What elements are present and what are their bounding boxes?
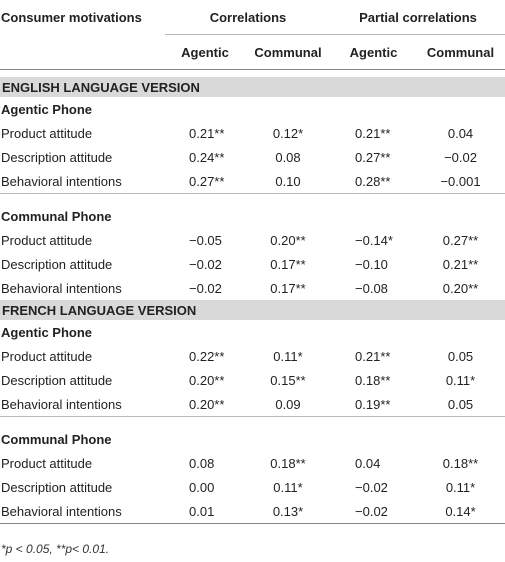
footnote: *p < 0.05, **p< 0.01. (1, 542, 110, 556)
section-row (0, 300, 505, 320)
value-cell: −0.05 (189, 232, 222, 248)
value-cell: 0.21** (355, 348, 391, 364)
value-cell: 0.12* (272, 125, 304, 141)
value-cell: 0.27** (442, 232, 479, 248)
group-row (0, 417, 505, 452)
value-cell: 0.09 (245, 392, 331, 417)
value-cell: −0.14* (355, 232, 393, 248)
value-cell: 0.21** (355, 125, 391, 141)
value-cell: 0.18** (355, 372, 391, 388)
table-row (0, 475, 505, 499)
value-cell: −0.02 (331, 499, 416, 524)
value-cell: 0.27** (165, 169, 245, 194)
row-label: Description attitude (1, 256, 113, 272)
group-row (0, 320, 505, 344)
header-row-groups (0, 0, 505, 35)
value-cell: 0.20** (165, 392, 245, 417)
value-cell: 0.18** (442, 455, 479, 471)
value-cell: 0.20** (189, 372, 225, 388)
value-cell: −0.10 (355, 256, 388, 272)
row-label: Behavioral intentions (1, 280, 122, 296)
group-row (0, 97, 505, 121)
group-header-partial: Partial correlations (331, 0, 505, 35)
sub-header-communal-partial: Communal (416, 35, 505, 70)
value-cell: 0.10 (245, 169, 331, 194)
sub-header-agentic: Agentic (165, 35, 245, 70)
value-cell: 0.17** (270, 256, 306, 272)
section-title: ENGLISH LANGUAGE VERSION (0, 77, 505, 97)
value-cell: 0.04 (447, 125, 474, 141)
value-cell: 0.11* (445, 372, 476, 388)
value-cell: −0.001 (416, 169, 505, 194)
value-cell: 0.11* (273, 479, 303, 495)
table-row (0, 145, 505, 169)
sub-header-agentic-partial: Agentic (331, 35, 416, 70)
value-cell: 0.11* (273, 348, 303, 364)
table-row (0, 392, 505, 417)
table-row (0, 252, 505, 276)
header-row-sub (0, 35, 505, 70)
group-header-correlations: Correlations (165, 0, 331, 35)
value-cell: −0.02 (189, 280, 222, 296)
table-row (0, 368, 505, 392)
value-cell: 0.01 (165, 499, 245, 524)
group-title: Communal Phone (1, 209, 112, 224)
col-label-header: Consumer motivations (1, 9, 142, 25)
value-cell: 0.13* (245, 499, 331, 524)
row-label: Description attitude (1, 149, 113, 165)
value-cell: 0.04 (355, 455, 381, 471)
row-label: Product attitude (1, 348, 93, 364)
value-cell: 0.27** (355, 149, 391, 165)
value-cell: 0.28** (331, 169, 416, 194)
value-cell: 0.20** (442, 280, 479, 296)
value-cell: −0.02 (355, 479, 388, 495)
row-label: Product attitude (1, 455, 93, 471)
value-cell: −0.02 (189, 256, 222, 272)
value-cell: 0.21** (442, 256, 479, 272)
value-cell: 0.24** (189, 149, 225, 165)
value-cell: 0.08 (189, 455, 215, 471)
value-cell: 0.17** (270, 280, 306, 296)
table-row (0, 344, 505, 368)
value-cell: 0.21** (189, 125, 225, 141)
value-cell: 0.05 (416, 392, 505, 417)
group-title: Agentic Phone (1, 101, 93, 117)
value-cell: 0.14* (416, 499, 505, 524)
value-cell: 0.05 (447, 348, 474, 364)
table-row (0, 121, 505, 145)
table-row (0, 451, 505, 475)
value-cell: 0.18** (270, 455, 306, 471)
value-cell: 0.15** (270, 372, 306, 388)
table-row (0, 169, 505, 194)
row-label: Behavioral intentions (0, 169, 165, 194)
section-title: FRENCH LANGUAGE VERSION (0, 300, 505, 320)
table-row (0, 228, 505, 252)
row-label: Description attitude (1, 479, 113, 495)
row-label: Product attitude (1, 232, 93, 248)
value-cell: 0.08 (275, 149, 301, 165)
value-cell: −0.08 (355, 280, 388, 296)
group-row (0, 194, 505, 229)
table-body (0, 70, 505, 524)
section-row (0, 77, 505, 97)
value-cell: −0.02 (444, 149, 477, 165)
row-label: Product attitude (1, 125, 93, 141)
row-label: Behavioral intentions (0, 392, 165, 417)
sub-header-communal: Communal (245, 35, 331, 70)
value-cell: 0.19** (331, 392, 416, 417)
group-title: Communal Phone (1, 432, 112, 447)
row-label: Description attitude (1, 372, 113, 388)
group-title: Agentic Phone (1, 324, 93, 340)
spacer-row (0, 70, 505, 78)
value-cell: 0.20** (270, 232, 306, 248)
value-cell: 0.22** (189, 348, 225, 364)
value-cell: 0.00 (189, 479, 215, 495)
table-row (0, 276, 505, 300)
value-cell: 0.11* (445, 479, 476, 495)
table-row (0, 499, 505, 524)
row-label: Behavioral intentions (0, 499, 165, 524)
